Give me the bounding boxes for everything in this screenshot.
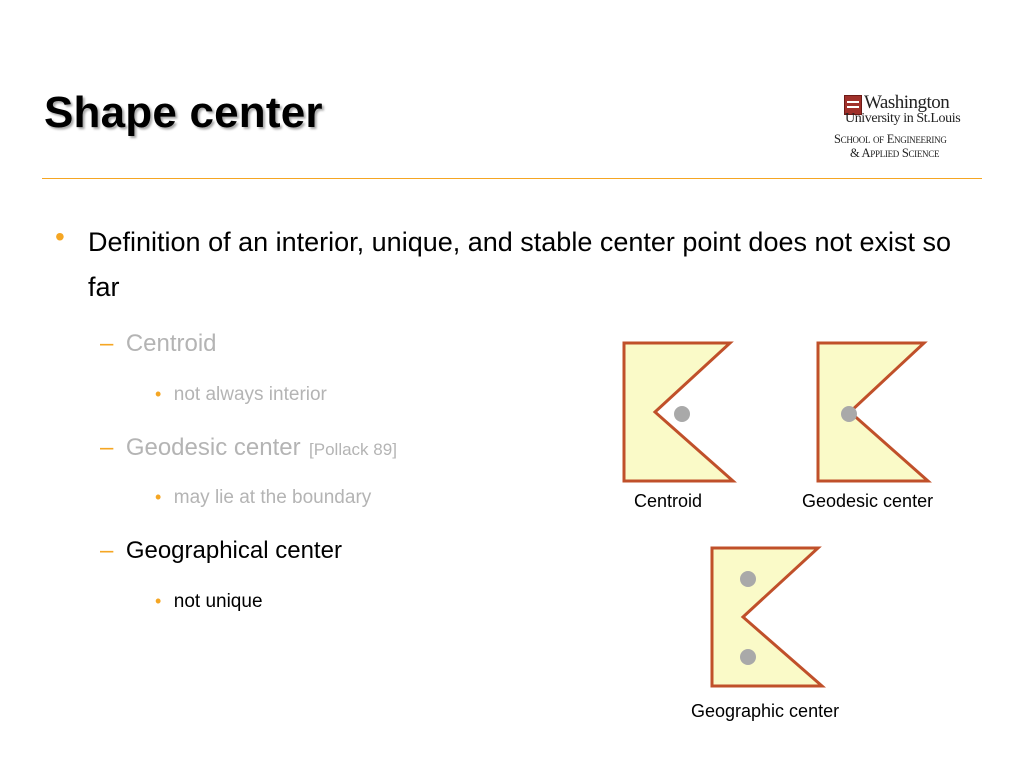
geographic-figure (712, 548, 822, 686)
bullet-dot-icon: • (155, 591, 162, 611)
center-point (674, 406, 690, 422)
geographic-caption: Geographic center (691, 701, 840, 721)
bullet-dot-icon: • (155, 487, 162, 507)
detail-bullet-label: not always interior (173, 384, 327, 405)
sub-bullet-label: Geodesic center (125, 434, 301, 461)
logo-line-4: & Applied Science (850, 146, 940, 160)
sub-bullet-label: Geographical center (125, 537, 342, 564)
notched-shape (712, 548, 822, 686)
logo-line-1: Washington (864, 92, 950, 113)
slide-title: Shape center (44, 88, 323, 137)
bullet-dot-icon: • (55, 221, 65, 252)
bullet-dot-icon: • (155, 384, 162, 404)
main-bullet-text: Definition of an interior, unique, and stable center point does not exist so far (88, 227, 952, 302)
dash-icon: – (100, 434, 114, 461)
dash-icon: – (100, 537, 114, 564)
detail-bullet-label: may lie at the boundary (173, 487, 372, 508)
citation: [Pollack 89] (309, 440, 397, 459)
geodesic-figure (818, 343, 928, 481)
logo-line-2: University in St.Louis (845, 111, 961, 126)
logo-line-3: School of Engineering (834, 132, 947, 146)
center-point (841, 406, 857, 422)
center-point (740, 649, 756, 665)
sub-bullet-label: Centroid (125, 330, 217, 357)
geodesic-caption: Geodesic center (802, 491, 934, 511)
dash-icon: – (100, 330, 114, 357)
centroid-caption: Centroid (634, 491, 703, 511)
centroid-figure (624, 343, 733, 481)
notched-shape (818, 343, 928, 481)
center-point (740, 571, 756, 587)
detail-bullet-label: not unique (173, 591, 263, 612)
